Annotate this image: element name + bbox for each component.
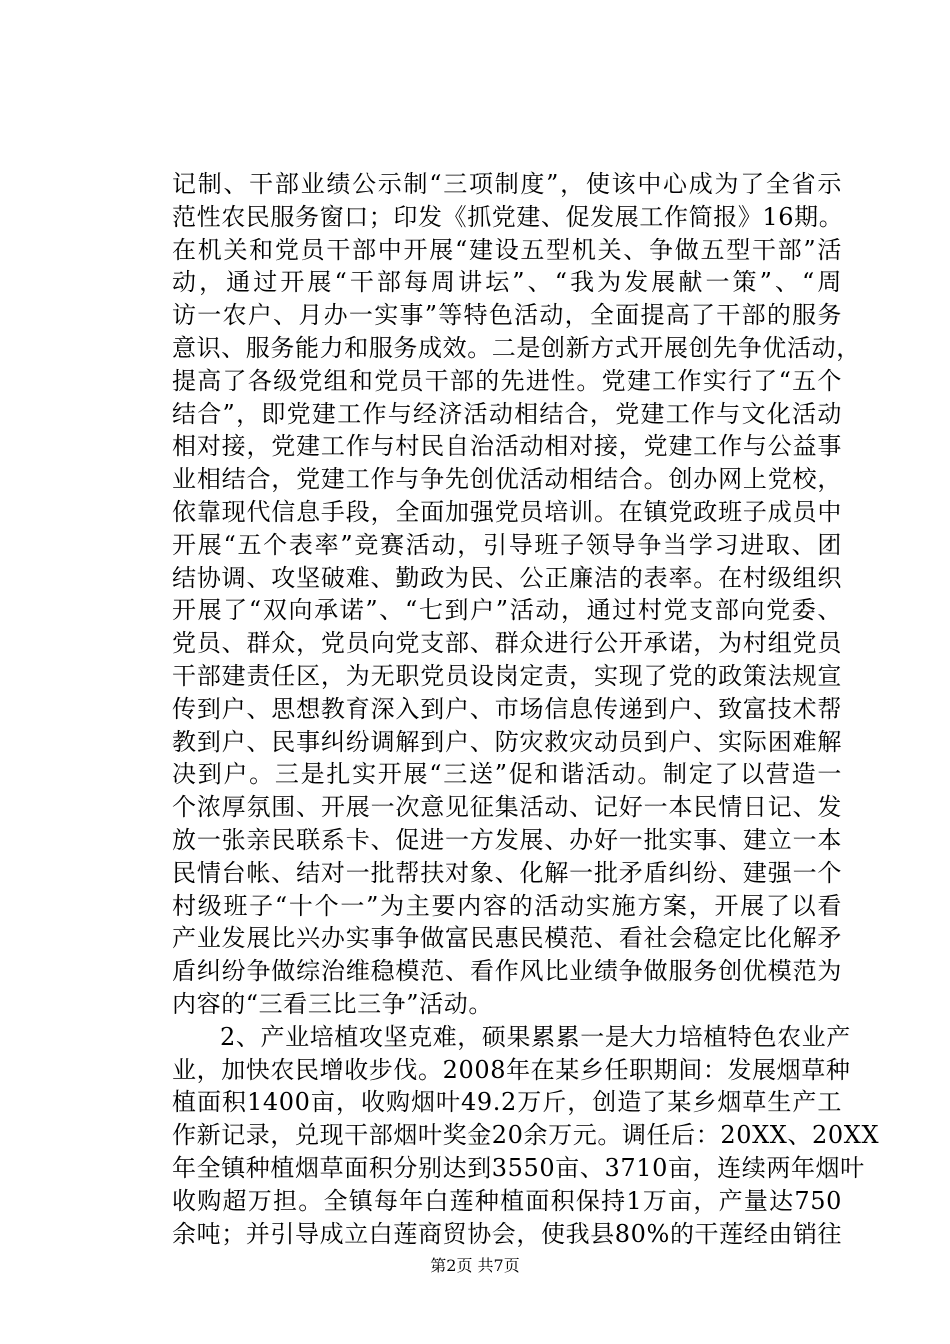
text-line: 干部建责任区，为无职党员设岗定责，实现了党的政策法规宣 bbox=[172, 661, 842, 690]
text-line: 产业发展比兴办实事争做富民惠民模范、看社会稳定比化解矛 bbox=[172, 924, 842, 953]
body-text bbox=[172, 168, 880, 1250]
text-line: 开展“五个表率”竞赛活动，引导班子领导争当学习进取、团 bbox=[172, 530, 842, 559]
text-line: 记制、干部业绩公示制“三项制度”，使该中心成为了全省示 bbox=[172, 170, 842, 198]
text-line: 放一张亲民联系卡、促进一方发展、办好一批实事、建立一本 bbox=[172, 825, 842, 854]
text-line: 动，通过开展“干部每周讲坛”、“我为发展献一策”、“周 bbox=[172, 268, 842, 297]
text-line: 个浓厚氛围、开展一次意见征集活动、记好一本民情日记、发 bbox=[172, 793, 842, 822]
page-number-footer: 第2页 共7页 bbox=[430, 1256, 520, 1275]
text-line: 余吨；并引导成立白莲商贸协会，使我县80%的干莲经由销往 bbox=[172, 1219, 843, 1248]
text-line: 收购超万担。全镇每年白莲种植面积保持1万亩，产量达750 bbox=[172, 1186, 842, 1215]
text-line: 在机关和党员干部中开展“建设五型机关、争做五型干部”活 bbox=[172, 235, 842, 264]
text-line: 植面积1400亩，收购烟叶49.2万斤，创造了某乡烟草生产工 bbox=[172, 1088, 842, 1117]
text-line: 业相结合，党建工作与争先创优活动相结合。创办网上党校， bbox=[172, 465, 842, 494]
text-line: 业，加快农民增收步伐。2008年在某乡任职期间：发展烟草种 bbox=[172, 1055, 851, 1084]
paragraph-start-line: 2、产业培植攻坚克难，硕果累累一是大力培植特色农业产 bbox=[220, 1022, 851, 1051]
text-line: 结合”，即党建工作与经济活动相结合，党建工作与文化活动 bbox=[172, 399, 842, 428]
text-line: 年全镇种植烟草面积分别达到3550亩、3710亩，连续两年烟叶 bbox=[172, 1153, 865, 1182]
text-line: 相对接，党建工作与村民自治活动相对接，党建工作与公益事 bbox=[172, 432, 842, 461]
text-line: 民情台帐、结对一批帮扶对象、化解一批矛盾纠纷、建强一个 bbox=[172, 858, 842, 887]
text-line: 提高了各级党组和党员干部的先进性。党建工作实行了“五个 bbox=[172, 366, 842, 395]
text-line: 盾纠纷争做综治维稳模范、看作风比业绩争做服务创优模范为 bbox=[172, 957, 842, 986]
text-line: 意识、服务能力和服务成效。二是创新方式开展创先争优活动， bbox=[172, 333, 861, 362]
text-line: 村级班子“十个一”为主要内容的活动实施方案，开展了以看 bbox=[172, 891, 842, 920]
text-line: 作新记录，兑现干部烟叶奖金20余万元。调任后：20XX、20XX bbox=[172, 1121, 880, 1150]
text-line: 党员、群众，党员向党支部、群众进行公开承诺，为村组党员 bbox=[172, 629, 842, 658]
text-line: 范性农民服务窗口；印发《抓党建、促发展工作简报》16期。 bbox=[172, 202, 844, 231]
text-line: 传到户、思想教育深入到户、市场信息传递到户、致富技术帮 bbox=[172, 694, 842, 723]
text-line: 依靠现代信息手段，全面加强党员培训。在镇党政班子成员中 bbox=[172, 497, 842, 526]
paragraph-end-line: 内容的“三看三比三争”活动。 bbox=[172, 989, 493, 1018]
text-line: 访一农户、月办一实事”等特色活动，全面提高了干部的服务 bbox=[172, 301, 842, 330]
text-line: 决到户。三是扎实开展“三送”促和谐活动。制定了以营造一 bbox=[172, 760, 842, 789]
text-line: 教到户、民事纠纷调解到户、防灾救灾动员到户、实际困难解 bbox=[172, 727, 842, 756]
text-line: 结协调、攻坚破难、勤政为民、公正廉洁的表率。在村级组织 bbox=[172, 563, 842, 592]
text-line: 开展了“双向承诺”、“七到户”活动，通过村党支部向党委、 bbox=[172, 596, 842, 625]
